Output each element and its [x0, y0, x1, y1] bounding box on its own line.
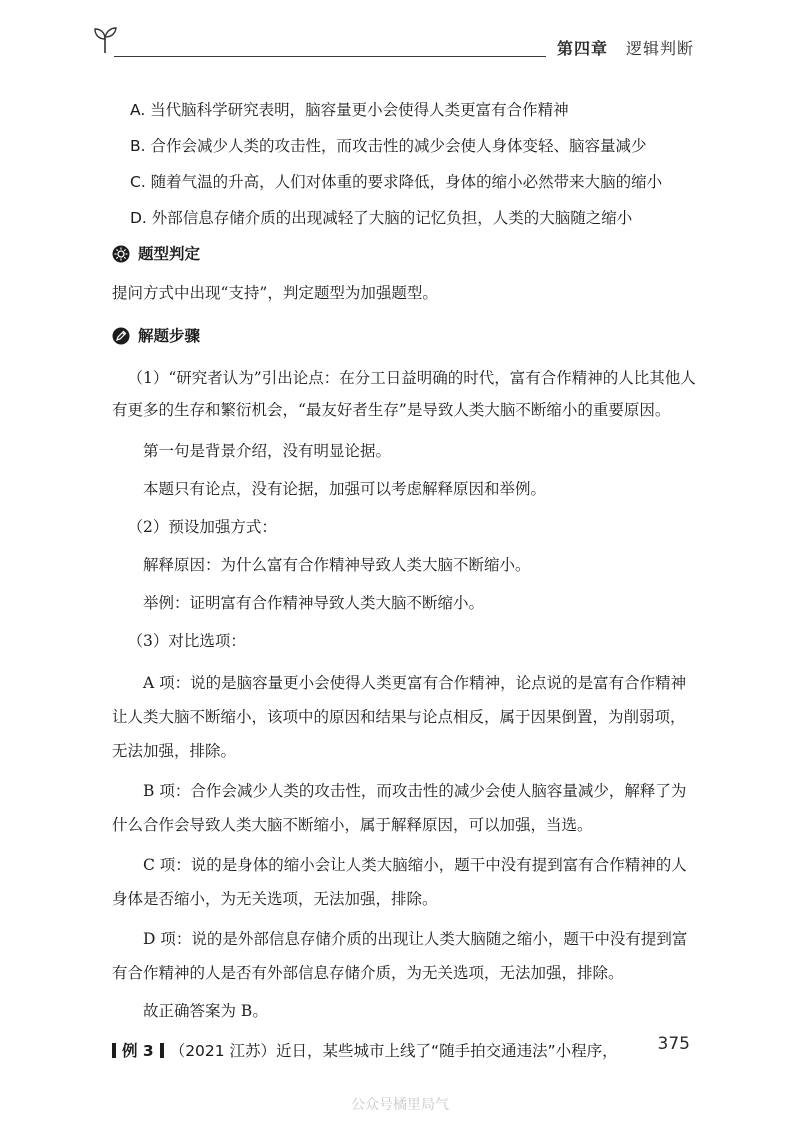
type-heading-label: 题型判定: [138, 245, 201, 263]
watermark: 公众号橘里局气: [351, 1097, 449, 1113]
example-bar-left: [112, 1043, 116, 1058]
option-d: D. 外部信息存储介质的出现减轻了大脑的记忆负担，人类的大脑随之缩小: [130, 209, 633, 227]
steps-heading-label: 解题步骤: [138, 327, 201, 345]
reason-text: 解释原因：为什么富有合作精神导致人类大脑不断缩小。: [143, 556, 531, 574]
pencil-badge-icon: [112, 327, 130, 345]
answer-text: 故正确答案为 B。: [143, 1002, 268, 1020]
analysis-b: B 项：合作会减少人类的攻击性，而攻击性的减少会使人脑容量减少，解释了为什么合作会导致人类大脑不断缩小，属于解释原因，可以加强，当选。: [112, 782, 687, 834]
option-c: C. 随着气温的升高，人们对体重的要求降低，身体的缩小必然带来大脑的缩小: [130, 173, 663, 191]
example3-label: 例 3: [122, 1042, 154, 1060]
chapter-title: [557, 36, 694, 59]
page-content: [112, 98, 698, 1064]
example-way-text: 举例：证明富有合作精神导致人类大脑不断缩小。: [143, 594, 485, 612]
analysis-c: C 项：说的是身体的缩小会让人类大脑缩小，题干中没有提到富有合作精神的人身体是否缩小，为无关选项，无法加强，排除。: [112, 856, 687, 908]
steps-heading: [112, 324, 698, 348]
type-heading: [112, 242, 698, 266]
example3-line: [112, 1038, 698, 1064]
step1-text: （1）“研究者认为”引出论点：在分工日益明确的时代，富有合作精神的人比其他人有更多的生存和繁衍机会，“最友好者生存”是导致人类大脑不断缩小的重要原因。: [112, 369, 696, 419]
page-number: 375: [657, 1034, 690, 1054]
step2-text: （2）预设加强方式：: [127, 518, 277, 536]
sun-badge-icon: [112, 245, 130, 263]
note1-text: 第一句是背景介绍，没有明显论据。: [143, 442, 392, 460]
example-bar-right: [160, 1043, 164, 1058]
type-text: 提问方式中出现“支持”，判定题型为加强题型。: [112, 284, 438, 302]
analysis-d: D 项：说的是外部信息存储介质的出现让人类大脑随之缩小，题干中没有提到富有合作精神的人是否有外部信息存储介质，为无关选项，无法加强，排除。: [112, 930, 688, 982]
note2-text: 本题只有论点，没有论据，加强可以考虑解释原因和举例。: [143, 480, 547, 498]
option-a: A. 当代脑科学研究表明，脑容量更小会使得人类更富有合作精神: [130, 101, 569, 119]
chapter-number: 第四章: [556, 39, 608, 58]
option-b: B. 合作会减少人类的攻击性，而攻击性的减少会使人身体变轻、脑容量减少: [130, 137, 647, 155]
header-rule: [114, 56, 546, 57]
analysis-a: A 项：说的是脑容量更小会使得人类更富有合作精神，论点说的是富有合作精神让人类大脑不断缩小，该项中的原因和结果与论点相反，属于因果倒置，为削弱项，无法加强，排除。: [112, 674, 687, 760]
sprout-icon: [92, 24, 118, 54]
step3-text: （3）对比选项：: [127, 632, 246, 650]
page-header: [92, 22, 702, 62]
chapter-topic: 逻辑判断: [625, 39, 694, 58]
example3-text: （2021 江苏）近日，某些城市上线了“随手拍交通违法”小程序，: [169, 1042, 618, 1060]
